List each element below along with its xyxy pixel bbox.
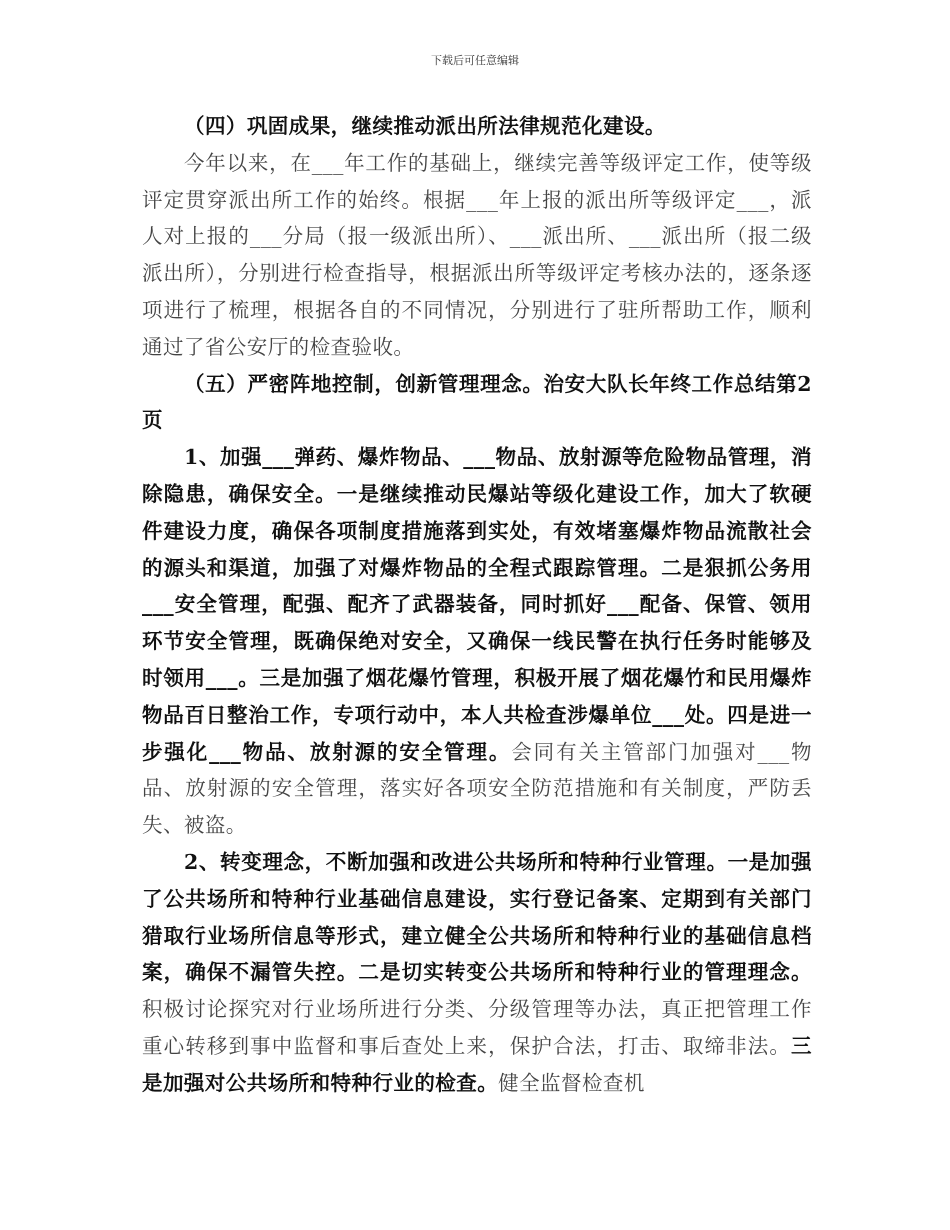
paragraph-grading-text: 今年以来，在___年工作的基础上，继续完善等级评定工作，使等级评定贯穿派出所工作的始终。根据___年上报的派出所等级评定___，派人对上报的___分局（报一级派出所）、___派出所、___派出所（报二级派出所），分别进行检查指导，根据派出所等级评定考核办法的，逐条逐项进行了梳理，根据各自的不同情况，分别进行了驻所帮助工作，顺利通过了省公安厅的检查验收。 [142, 150, 812, 359]
page-header: 下载后可任意编辑 [431, 54, 519, 67]
section-heading-4-text: （四）巩固成果，继续推动派出所法律规范化建设。 [184, 114, 666, 138]
paragraph-dangerous-goods-bold: 1、加强___弹药、爆炸物品、___物品、放射源等危险物品管理，消除隐患，确保安全。一是继续推动民爆站等级化建设工作，加大了软硬件建设力度，确保各项制度措施落到实处，有效堵塞爆炸物品流散社会的源头和渠道，加强了对爆炸物品的全程式跟踪管理。二是狠抓公务用___安全管理，配强、配齐了武器装备，同时抓好___配备、保管、领用环节安全管理，既确保绝对安全，又确保一线民警在执行任务时能够及时领用___。三是加强了烟花爆竹管理，积极开展了烟花爆竹和民用爆炸物品百日整治工作，专项行动中，本人共检查涉爆单位___处。四是进一步强化___物品、放射源的安全管理。 [142, 445, 812, 764]
paragraph-public-places-bold-1: 2、转变理念，不断加强和改进公共场所和特种行业管理。一是加强了公共场所和特种行业基础信息建设，实行登记备案、定期到有关部门猎取行业场所信息等形式，建立健全公共场所和特种行业的基础信息档案，确保不漏管失控。二是切实转变公共场所和特种行业的管理理念。 [142, 849, 812, 985]
paragraph-public-places-normal-2: 健全监督检查机 [498, 1070, 645, 1095]
paragraph-public-places-normal-1: 积极讨论探究对行业场所进行分类、分级管理等办法，真正把管理工作重心转移到事中监督和事后查处上来，保护合法，打击、取缔非法。 [142, 997, 812, 1058]
paragraph-dangerous-goods-normal: 会同有关主管部门加强对___物品、放射源的安全管理，落实好各项安全防范措施和有关制度，严防丢失、被盗。 [142, 739, 812, 838]
paragraph-grading [142, 145, 812, 366]
section-heading-5 [142, 366, 812, 440]
paragraph-public-places [142, 844, 812, 1102]
document-body [142, 108, 812, 1102]
paragraph-dangerous-goods [142, 439, 812, 844]
paragraph-public-places-bold-2: 三是加强对公共场所和特种行业的检查。 [142, 1033, 812, 1095]
section-heading-5-text: （五）严密阵地控制，创新管理理念。治安大队长年终工作总结第2页 [142, 371, 812, 433]
section-heading-4 [142, 108, 812, 145]
